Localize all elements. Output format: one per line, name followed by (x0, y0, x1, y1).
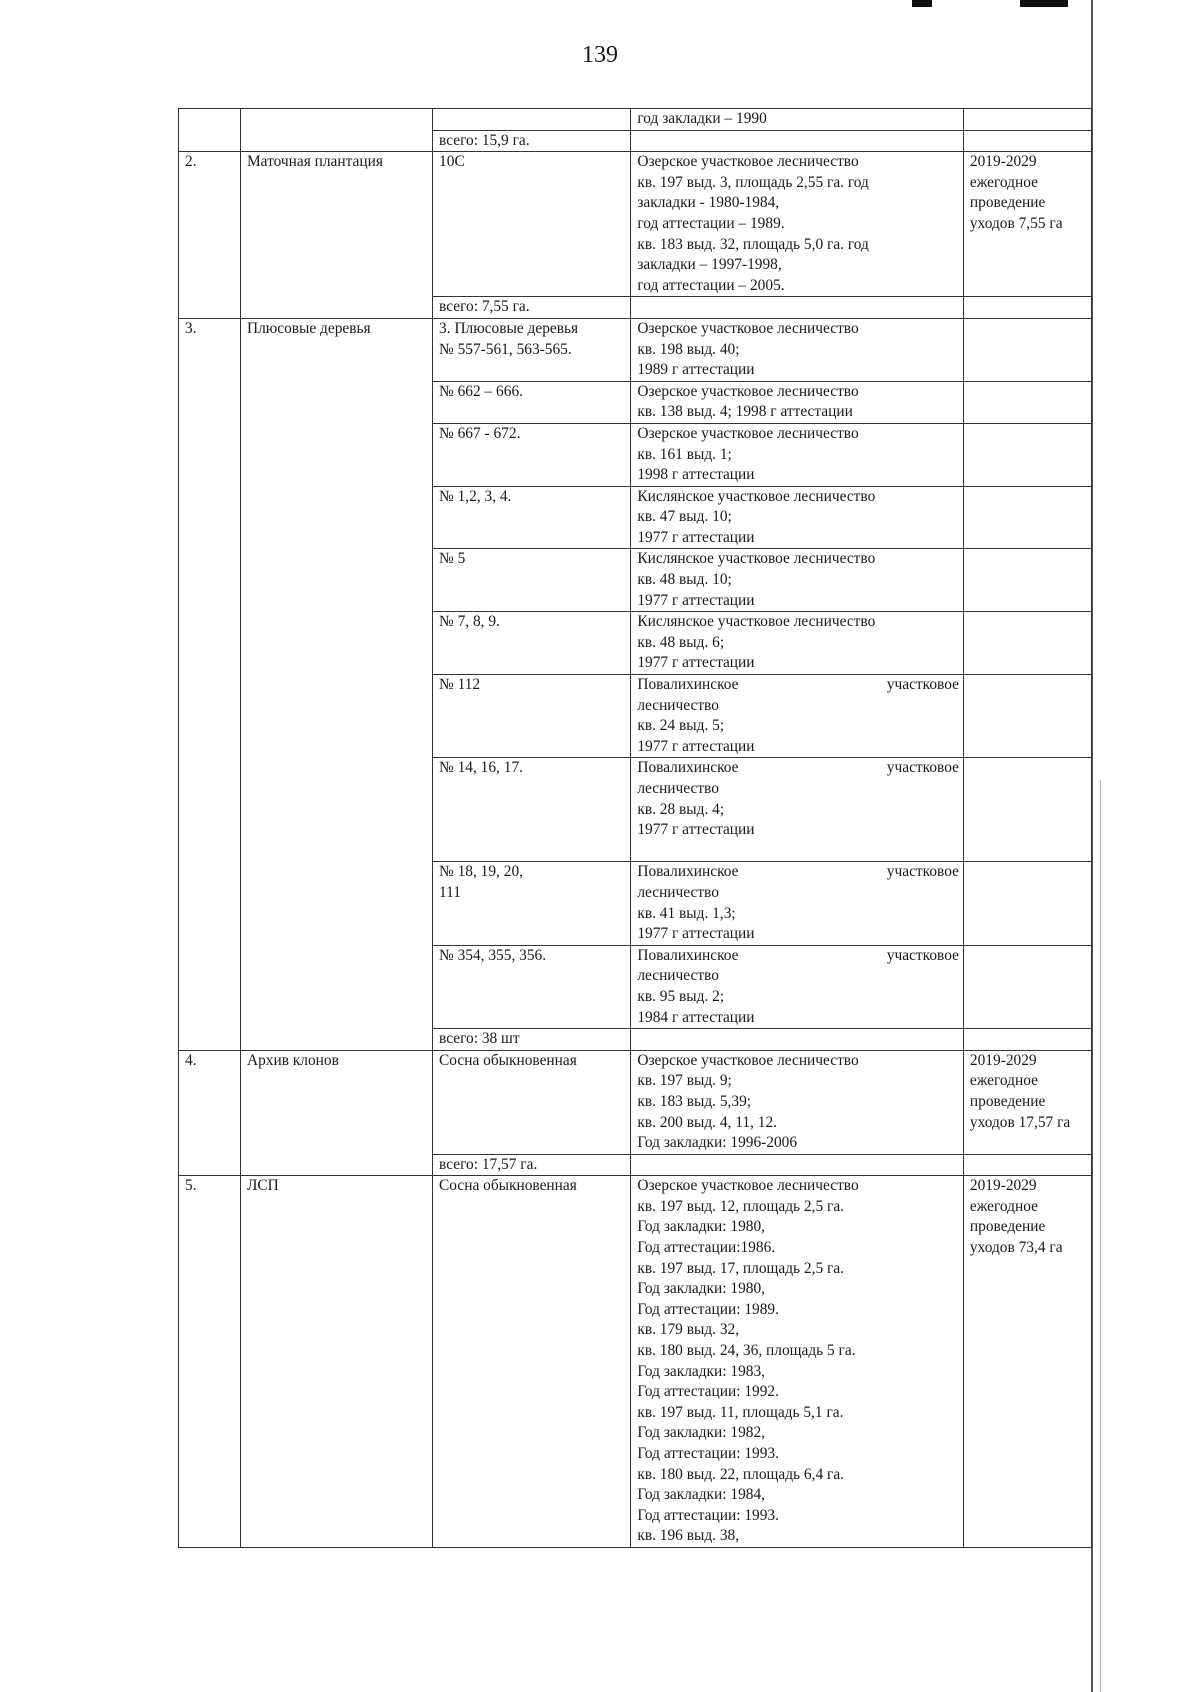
species-cell (433, 423, 631, 486)
text-line: № 662 – 666. (439, 382, 523, 400)
plan-cell (963, 152, 1091, 297)
text-line: № 5 (439, 550, 466, 568)
text-line: год закладки – 1990 (637, 110, 767, 127)
table-row (179, 1050, 1092, 1154)
text-line: Год аттестации: 1992. (637, 1383, 779, 1401)
row-name (240, 152, 432, 319)
text-line: кв. 197 выд. 12, площадь 2,5 га. (637, 1197, 845, 1215)
species-cell (433, 152, 631, 297)
location-cell (631, 1176, 964, 1548)
text-line: ежегодное (969, 1197, 1038, 1215)
text-line: лесничество (637, 696, 719, 714)
text-line: 1977 г аттестации (637, 821, 755, 839)
plan-cell (963, 862, 1091, 945)
text-line: 1977 г аттестации (637, 925, 755, 943)
text-line: кв. 200 выд. 4, 11, 12. (637, 1113, 777, 1131)
text-line: Озерское участковое лесничество (637, 382, 859, 400)
location-cell (631, 381, 964, 423)
text-line: Архив клонов (246, 1051, 339, 1069)
location-cell (631, 423, 964, 486)
text-line: № 557-561, 563-565. (439, 340, 572, 358)
species-cell (433, 945, 631, 1028)
text-line: кв. 41 выд. 1,3; (637, 904, 736, 922)
text-line: кв. 197 выд. 11, площадь 5,1 га. (637, 1403, 844, 1421)
location-cell (631, 297, 964, 319)
row-name (240, 318, 432, 1050)
plan-cell (963, 1029, 1091, 1051)
text-line: лесничество (637, 883, 719, 901)
text-line: 3. Плюсовые деревья (439, 319, 579, 337)
text-line: год аттестации – 1989. (637, 214, 785, 232)
total-label: всего: 38 шт (433, 1029, 631, 1051)
text-line: 1977 г аттестации (637, 528, 755, 546)
text-word: участковое (886, 863, 959, 881)
species-cell (433, 675, 631, 758)
text-line: кв. 180 выд. 22, площадь 6,4 га. (637, 1465, 845, 1483)
location-cell (631, 675, 964, 758)
text-line: Год аттестации: 1989. (637, 1300, 779, 1318)
text-line: 2019-2029 (969, 1177, 1037, 1195)
text-line: кв. 180 выд. 24, 36, площадь 5 га. (637, 1342, 856, 1360)
text-line: лесничество (637, 967, 719, 985)
species-cell (433, 1176, 631, 1548)
plan-cell (963, 675, 1091, 758)
species-cell (433, 109, 631, 131)
text-line: кв. 196 выд. 38, (637, 1527, 740, 1545)
text-line: кв. 197 выд. 17, площадь 2,5 га. (637, 1259, 845, 1277)
text-line (247, 109, 428, 130)
text-line: № 7, 8, 9. (439, 613, 500, 631)
text-line: 1989 г аттестации (637, 361, 755, 379)
plan-cell (963, 612, 1091, 675)
text-line: 1977 г аттестации (637, 654, 755, 672)
location-cell (631, 549, 964, 612)
text-line: кв. 28 выд. 4; (637, 800, 725, 818)
text-line: кв. 198 выд. 40; (637, 340, 740, 358)
text-line (637, 758, 959, 779)
species-cell (433, 549, 631, 612)
location-cell (631, 486, 964, 549)
species-cell (433, 381, 631, 423)
text-line: кв. 161 выд. 1; (637, 445, 732, 463)
plan-cell (963, 318, 1091, 381)
text-line: ежегодное (969, 1072, 1038, 1090)
location-cell (631, 1154, 964, 1176)
text-line: № 18, 19, 20, (439, 863, 523, 881)
plan-cell (963, 381, 1091, 423)
text-line: № 14, 16, 17. (439, 759, 523, 777)
text-line: кв. 47 выд. 10; (637, 508, 732, 526)
plan-cell (963, 758, 1091, 862)
plan-cell (963, 1050, 1091, 1154)
species-cell (433, 612, 631, 675)
text-word: участковое (886, 676, 959, 694)
plan-cell (963, 945, 1091, 1028)
total-label: всего: 15,9 га. (433, 130, 631, 152)
text-line (637, 946, 959, 967)
text-line: Маточная плантация (246, 153, 383, 171)
text-line: кв. 48 выд. 6; (637, 633, 725, 651)
text-line: уходов 7,55 га (969, 214, 1063, 232)
text-line: уходов 73,4 га (969, 1239, 1063, 1257)
text-line (185, 109, 236, 130)
species-cell (433, 1050, 631, 1154)
plan-cell (963, 109, 1091, 131)
row-number (179, 1176, 241, 1548)
text-line: проведение (969, 194, 1046, 212)
text-line: 111 (439, 883, 461, 901)
text-line: № 1,2, 3, 4. (439, 487, 512, 505)
plan-cell (963, 549, 1091, 612)
text-line: 1998 г аттестации (637, 466, 755, 484)
text-line: 1977 г аттестации (637, 737, 755, 755)
row-number (179, 318, 241, 1050)
text-word: Повалихинское (637, 863, 739, 881)
text-line: кв. 179 выд. 32, (637, 1321, 740, 1339)
text-line: 2019-2029 (969, 153, 1037, 171)
species-cell (433, 486, 631, 549)
text-line: 1977 г аттестации (637, 591, 755, 609)
table-row (179, 152, 1092, 297)
text-line: Плюсовые деревья (246, 319, 371, 337)
total-label: всего: 7,55 га. (433, 297, 631, 319)
scan-edge-line (1100, 780, 1101, 1692)
text-line: Год закладки: 1980, (637, 1218, 766, 1236)
text-line: ежегодное (969, 173, 1038, 191)
location-cell (631, 152, 964, 297)
text-line: Сосна обыкновенная (439, 1051, 577, 1069)
table-row (179, 109, 1092, 131)
scan-artifact-mark (1020, 0, 1068, 7)
data-table (178, 108, 1092, 1548)
text-line: кв. 138 выд. 4; 1998 г аттестации (637, 403, 853, 421)
location-cell (631, 862, 964, 945)
text-line: кв. 24 выд. 5; (637, 717, 725, 735)
text-line: № 112 (439, 676, 481, 694)
text-line: Год закладки: 1984, (637, 1486, 766, 1504)
text-line: лесничество (637, 780, 719, 797)
text-line: Год закладки: 1980, (637, 1280, 766, 1298)
location-cell (631, 318, 964, 381)
text-word: участковое (886, 946, 959, 964)
text-line: кв. 183 выд. 5,39; (637, 1092, 752, 1110)
text-line: Год закладки: 1996-2006 (637, 1134, 798, 1152)
location-cell (631, 612, 964, 675)
location-cell (631, 130, 964, 152)
text-line: Озерское участковое лесничество (637, 424, 859, 442)
plan-cell (963, 130, 1091, 152)
text-line: 1984 г аттестации (637, 1008, 755, 1026)
page-number: 139 (582, 42, 618, 68)
text-line: Кислянское участковое лесничество (637, 487, 876, 505)
species-cell (433, 862, 631, 945)
location-cell (631, 758, 964, 862)
text-line (637, 841, 959, 862)
text-word: Повалихинское (637, 676, 739, 694)
text-line: Год аттестации: 1993. (637, 1506, 779, 1524)
text-line: Год закладки: 1983, (637, 1362, 766, 1380)
table-row (179, 1176, 1092, 1548)
row-name (240, 1050, 432, 1176)
text-line: ЛСП (246, 1177, 279, 1195)
text-line: кв. 95 выд. 2; (637, 987, 725, 1005)
text-line: № 354, 355, 356. (439, 946, 547, 964)
plan-cell (963, 486, 1091, 549)
text-line: Год аттестации:1986. (637, 1239, 776, 1257)
plan-cell (963, 297, 1091, 319)
species-cell (433, 318, 631, 381)
row-number (179, 152, 241, 319)
text-word: Повалихинское (637, 946, 739, 964)
text-line: кв. 48 выд. 10; (637, 571, 732, 589)
row-number (179, 1050, 241, 1176)
total-label: всего: 17,57 га. (433, 1154, 631, 1176)
location-cell (631, 1050, 964, 1154)
text-line: 10С (439, 153, 465, 171)
text-word: участковое (886, 759, 959, 777)
row-number (179, 109, 241, 152)
text-line: кв. 197 выд. 3, площадь 2,55 га. год (637, 173, 869, 191)
scan-artifact-mark (912, 0, 932, 7)
text-line: закладки – 1997-1998, (637, 256, 782, 274)
text-line: № 667 - 672. (439, 424, 521, 442)
text-line: 3. (185, 319, 197, 337)
plan-cell (963, 423, 1091, 486)
plan-cell (963, 1154, 1091, 1176)
text-line: Озерское участковое лесничество (637, 153, 859, 171)
plan-cell (963, 1176, 1091, 1548)
text-line (637, 675, 959, 696)
table-body (179, 109, 1092, 1548)
table-row (179, 318, 1092, 381)
location-cell (631, 1029, 964, 1051)
text-line: 5. (185, 1177, 197, 1195)
text-line: уходов 17,57 га (969, 1113, 1071, 1131)
text-line: кв. 183 выд. 32, площадь 5,0 га. год (637, 235, 869, 253)
text-word: Повалихинское (637, 759, 739, 777)
text-line: Озерское участковое лесничество (637, 1177, 859, 1195)
text-line: проведение (969, 1092, 1046, 1110)
row-name (240, 109, 432, 152)
text-line: Сосна обыкновенная (439, 1177, 577, 1195)
species-cell (433, 758, 631, 862)
location-cell (631, 109, 964, 131)
text-line (637, 862, 959, 883)
row-name (240, 1176, 432, 1548)
text-line: Кислянское участковое лесничество (637, 550, 876, 568)
text-line: 4. (185, 1051, 197, 1069)
location-cell (631, 945, 964, 1028)
text-line: кв. 197 выд. 9; (637, 1072, 732, 1090)
text-line: Кислянское участковое лесничество (637, 613, 876, 631)
text-line: Год аттестации: 1993. (637, 1445, 779, 1462)
text-line: закладки - 1980-1984, (637, 194, 780, 212)
text-line: год аттестации – 2005. (637, 276, 785, 294)
text-line: Год закладки: 1982, (637, 1424, 766, 1442)
text-line: проведение (969, 1218, 1046, 1236)
text-line: 2019-2029 (969, 1051, 1037, 1069)
text-line: Озерское участковое лесничество (637, 1051, 859, 1069)
text-line: 2. (185, 153, 197, 171)
text-line: Озерское участковое лесничество (637, 319, 859, 337)
